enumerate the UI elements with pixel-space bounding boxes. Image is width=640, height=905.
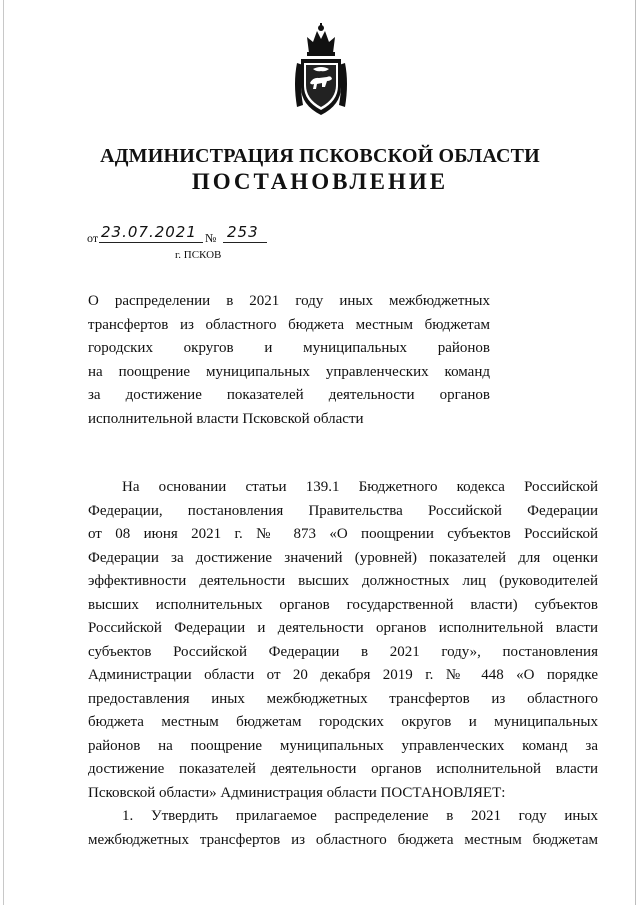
date-number-line xyxy=(87,223,287,245)
document-date: 23.07.2021 xyxy=(101,223,197,241)
date-underline xyxy=(99,242,203,243)
city-label: г. ПСКОВ xyxy=(175,249,222,261)
subject-line: городских округов и муниципальных районов xyxy=(88,340,490,356)
scan-edge-right xyxy=(635,0,636,905)
body-line: районов на поощрение муниципальных управленческих команд за xyxy=(88,737,598,754)
body-line: Администрации области от 20 декабря 2019 г. № 448 «О порядке xyxy=(88,667,598,683)
body-line: бюджета местным бюджетам городских округов и муниципальных xyxy=(88,714,598,730)
number-label: № xyxy=(205,231,217,245)
pskov-coat-of-arms-icon xyxy=(291,23,351,118)
body-line: субъектов Российской Федерации в 2021 году», постановления xyxy=(88,643,598,660)
body-line: Псковской области» Администрация области ПОСТАНОВЛЯЕТ: xyxy=(88,784,506,801)
document-subject xyxy=(88,290,490,431)
body-line: 1. Утвердить прилагаемое распределение в 2021 году иных xyxy=(122,808,598,824)
body-line: На основании статьи 139.1 Бюджетного кодекса Российской xyxy=(122,479,598,495)
organization-title: АДМИНИСТРАЦИЯ ПСКОВСКОЙ ОБЛАСТИ xyxy=(100,145,540,167)
subject-line: на поощрение муниципальных управленческих команд xyxy=(88,363,490,380)
date-prefix: от xyxy=(87,231,99,245)
body-line: высших исполнительных органов государственной власти) субъектов xyxy=(88,596,598,613)
body-line: эффективности деятельности высших должностных лиц (руководителей xyxy=(88,573,598,589)
scan-edge-left xyxy=(3,0,4,905)
body-line: предоставления иных межбюджетных трансфертов из областного xyxy=(88,690,598,707)
subject-line: трансфертов из областного бюджета местным бюджетам xyxy=(88,316,490,333)
body-line: достижение показателей деятельности органов исполнительной власти xyxy=(88,761,598,777)
subject-line: О распределении в 2021 году иных межбюджетных xyxy=(88,293,490,309)
body-line: от 08 июня 2021 г. № 873 «О поощрении субъектов Российской xyxy=(88,526,598,542)
document-type-title: ПОСТАНОВЛЕНИЕ xyxy=(191,169,449,194)
body-line: Российской Федерации и деятельности органов исполнительной власти xyxy=(88,620,598,636)
body-line: Федерации за достижение значений (уровней) показателей для оценки xyxy=(88,549,598,566)
document-number: 253 xyxy=(227,223,259,241)
subject-line: исполнительной власти Псковской области xyxy=(88,410,364,427)
body-line: Федерации, постановления Правительства Российской Федерации xyxy=(88,502,598,519)
number-underline xyxy=(223,242,267,243)
subject-line: за достижение показателей деятельности органов xyxy=(88,387,490,403)
body-line: межбюджетных трансфертов из областного бюджета местным бюджетам xyxy=(88,831,598,848)
document-body xyxy=(88,476,598,852)
